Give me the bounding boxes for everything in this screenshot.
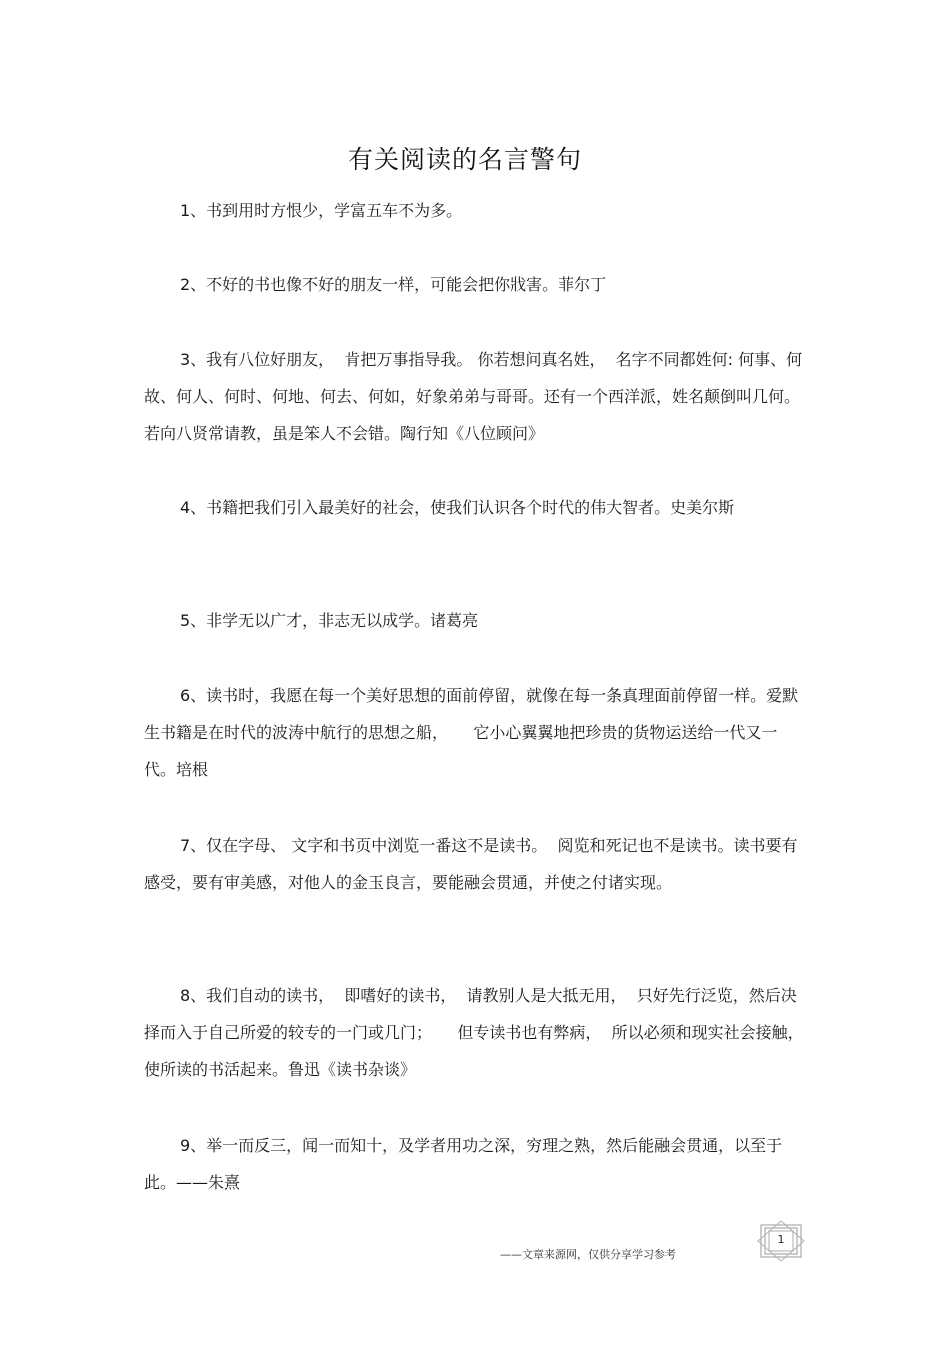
quote-7: 7、仅在字母、 文字和书页中浏览一番这不是读书。 阅览和死记也不是读书。读书要有感受，要有审美感，对他人的金玉良言，要能融会贯通，并使之付诸实现。 xyxy=(144,836,798,892)
quote-4: 4、书籍把我们引入最美好的社会，使我们认识各个时代的伟大智者。史美尔斯 xyxy=(180,498,735,517)
page-number: 1 xyxy=(777,1233,785,1246)
quote-9: 9、举一而反三，闻一而知十，及学者用功之深，穷理之熟，然后能融会贯通，以至于此。——朱熹 xyxy=(144,1136,783,1192)
footer-source-note: ——文章来源网，仅供分享学习参考 xyxy=(500,1248,676,1261)
quote-5: 5、非学无以广才，非志无以成学。诸葛亮 xyxy=(180,611,479,630)
document-title: 有关阅读的名言警句 xyxy=(347,145,582,174)
page-number-badge xyxy=(755,1220,807,1262)
quote-8: 8、我们自动的读书， 即嗜好的读书， 请教别人是大抵无用， 只好先行泛览，然后决择而入于自己所爱的较专的一门或几门； 但专读书也有弊病， 所以必须和现实社会接触，使所读的书活起来。鲁迅《读书杂谈》 xyxy=(144,986,804,1079)
quote-3: 3、我有八位好朋友， 肯把万事指导我。 你若想问真名姓， 名字不同都姓何: 何事、何故、何人、何时、何地、何去、何如，好象弟弟与哥哥。还有一个西洋派，姓名颠倒叫几何。若向八贤常请教，虽是笨人不会错。陶行知《八位顾问》 xyxy=(144,350,803,443)
quote-6: 6、读书时，我愿在每一个美好思想的面前停留，就像在每一条真理面前停留一样。爱默生书籍是在时代的波涛中航行的思想之船， 它小心翼翼地把珍贵的货物运送给一代又一代。培根 xyxy=(144,686,799,779)
quote-2: 2、不好的书也像不好的朋友一样，可能会把你戕害。菲尔丁 xyxy=(180,275,607,294)
quote-1: 1、书到用时方恨少，学富五车不为多。 xyxy=(180,201,463,220)
